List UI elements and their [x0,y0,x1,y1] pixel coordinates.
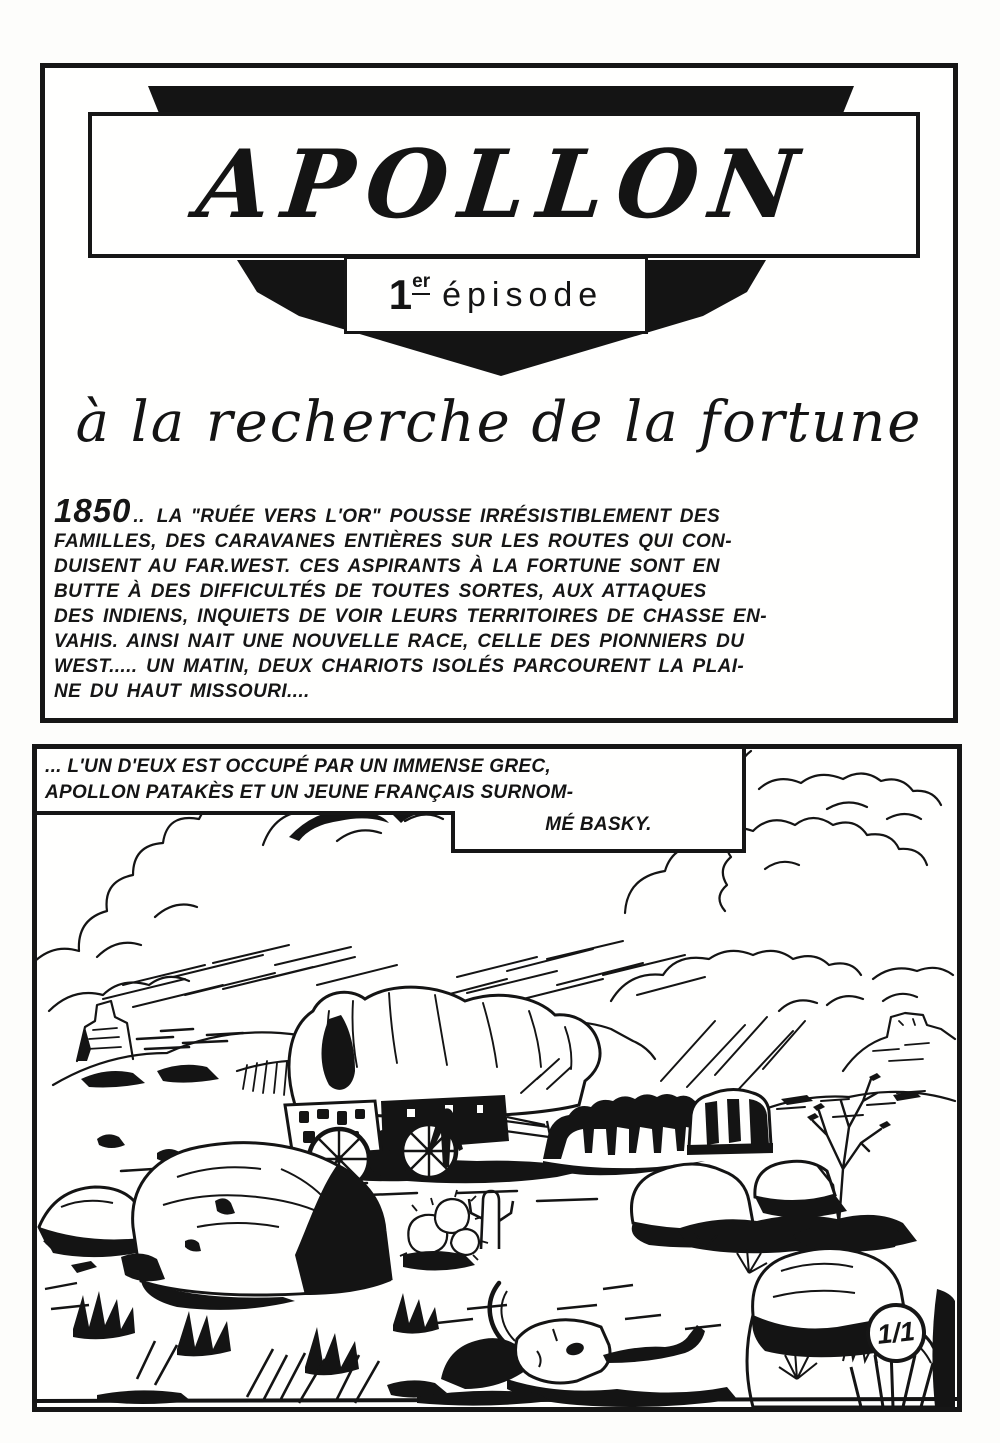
intro-line: WEST..... UN MATIN, DEUX CHARIOTS ISOLÉS PARCOURENT LA PLAI- [54,656,745,677]
intro-line: BUTTE À DES DIFFICULTÉS DE TOUTES SORTES, AUX ATTAQUES [54,581,707,602]
caption-line: APOLLON PATAKÈS ET UN JEUNE FRANÇAIS SURNOM- [45,782,574,803]
caption-box [37,749,746,815]
intro-line-text: LA "RUÉE VERS L'OR" POUSSE IRRÉSISTIBLEMENT DES [156,506,721,527]
episode-subtitle: à la recherche de la fortune [75,390,923,455]
episode-badge [344,256,648,334]
intro-year-dots: .. [133,506,145,527]
story-panel [32,744,962,1412]
intro-line: VAHIS. AINSI NAIT UNE NOUVELLE RACE, CELLE DES PIONNIERS DU [54,631,745,652]
series-title: APOLLON [192,130,816,240]
intro-line [54,492,948,529]
title-panel [40,63,958,723]
intro-line: DUISENT AU FAR.WEST. CES ASPIRANTS À LA FORTUNE SONT EN [54,556,720,577]
title-box [88,112,920,258]
intro-line: NE DU HAUT MISSOURI.... [54,681,310,702]
caption-line: ... L'UN D'EUX EST OCCUPÉ PAR UN IMMENSE GREC, [45,756,551,777]
episode-ordinal: er [412,271,430,295]
intro-line: FAMILLES, DES CARAVANES ENTIÈRES SUR LES ROUTES QUI CON- [54,531,733,552]
intro-text [54,492,948,704]
episode-number: 1 [388,271,413,318]
page-number: 1/1 [875,1315,917,1350]
caption-line: MÉ BASKY. [545,814,652,835]
caption-box-step [451,811,746,853]
intro-year: 1850 [54,492,132,529]
intro-line: DES INDIENS, INQUIETS DE VOIR LEURS TERRITOIRES DE CHASSE EN- [54,606,767,627]
episode-word: épisode [442,275,604,314]
